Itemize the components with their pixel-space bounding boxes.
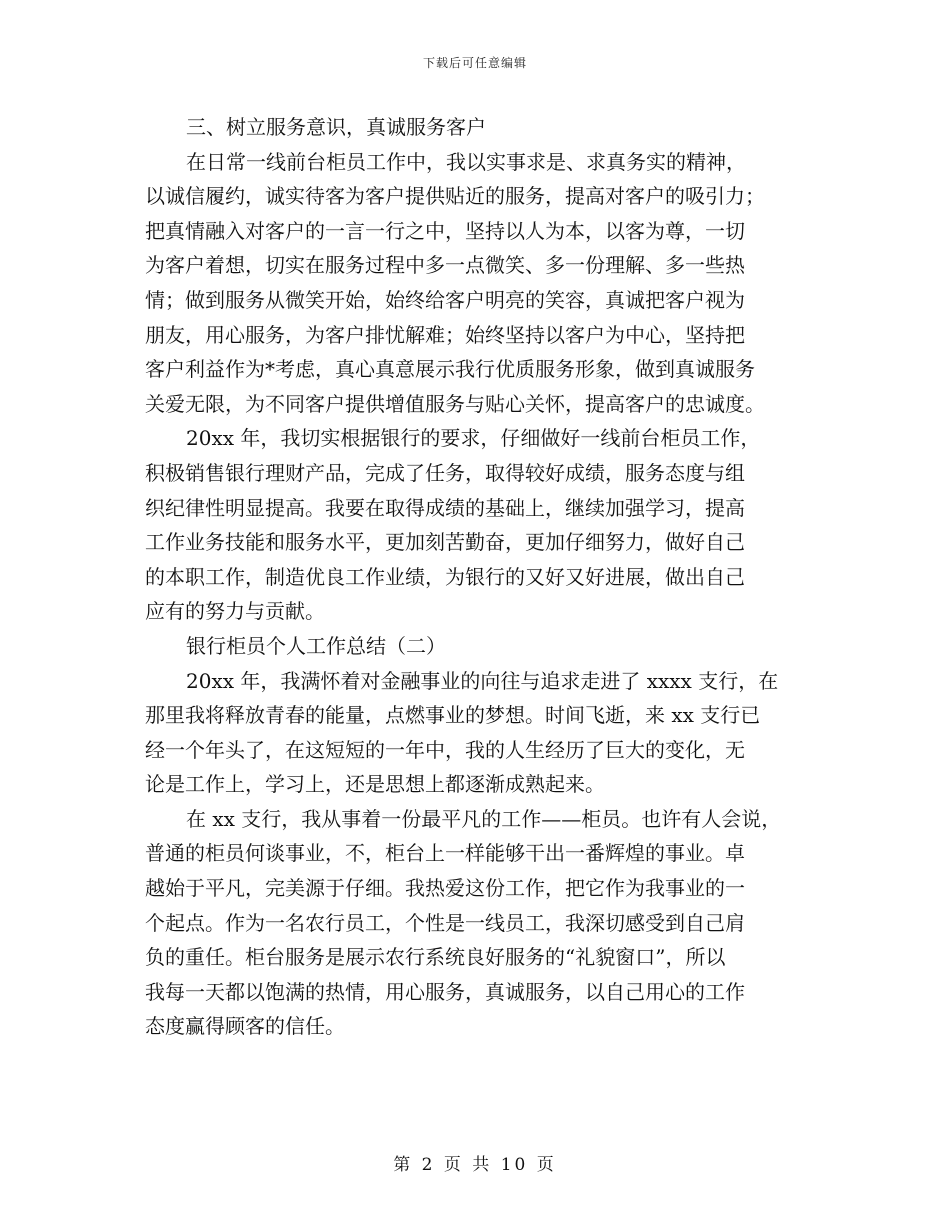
paragraph-line: 论是工作上，学习上，还是思想上都逐渐成熟起来。 xyxy=(145,772,605,797)
paragraph-line: 情；做到服务从微笑开始，始终给客户明亮的笑容，真诚把客户视为 xyxy=(145,287,745,312)
paragraph-line: 的本职工作，制造优良工作业绩，为银行的又好又好进展，做出自己 xyxy=(145,564,745,589)
paragraph-line: 工作业务技能和服务水平，更加刻苦勤奋，更加仔细努力，做好自己 xyxy=(145,530,745,555)
paragraph-line: 20xx 年，我满怀着对金融事业的向往与追求走进了 xxxx 支行，在 xyxy=(186,668,779,693)
paragraph-line: 20xx 年，我切实根据银行的要求，仔细做好一线前台柜员工作， xyxy=(186,426,761,451)
page-header: 下载后可任意编辑 xyxy=(422,56,527,70)
paragraph-line: 以诚信履约，诚实待客为客户提供贴近的服务，提高对客户的吸引力； xyxy=(145,184,765,209)
paragraph-line: 在日常一线前台柜员工作中，我以实事求是、求真务实的精神， xyxy=(186,149,746,174)
paragraph-line: 朋友，用心服务，为客户排忧解难；始终坚持以客户为中心，坚持把 xyxy=(145,322,745,347)
paragraph-line: 织纪律性明显提高。我要在取得成绩的基础上，继续加强学习，提高 xyxy=(145,495,745,520)
paragraph-line: 个起点。作为一名农行员工，个性是一线员工，我深切感受到自己肩 xyxy=(145,910,745,935)
paragraph-line: 把真情融入对客户的一言一行之中，坚持以人为本，以客为尊，一切 xyxy=(145,218,745,243)
paragraph-line: 关爱无限，为不同客户提供增值服务与贴心关怀，提高客户的忠诚度。 xyxy=(145,391,765,416)
paragraph-line: 在 xx 支行，我从事着一份最平凡的工作——柜员。也许有人会说， xyxy=(186,806,782,831)
paragraph-line: 那里我将释放青春的能量，点燃事业的梦想。时间飞逝，来 xx 支行已 xyxy=(145,703,761,728)
paragraph-line: 负的重任。柜台服务是展示农行系统良好服务的“礼貌窗口”，所以 xyxy=(145,945,726,970)
paragraph-line: 为客户着想，切实在服务过程中多一点微笑、多一份理解、多一些热 xyxy=(145,253,745,278)
section-title: 银行柜员个人工作总结（二） xyxy=(186,633,446,658)
paragraph-line: 态度赢得顾客的信任。 xyxy=(145,1014,345,1039)
paragraph-line: 客户利益作为*考虑，真心真意展示我行优质服务形象，做到真诚服务 xyxy=(145,357,755,382)
paragraph-line: 普通的柜员何谈事业，不，柜台上一样能够干出一番辉煌的事业。卓 xyxy=(145,841,745,866)
document-body xyxy=(145,110,817,1044)
paragraph-line: 积极销售银行理财产品，完成了任务，取得较好成绩，服务态度与组 xyxy=(145,460,745,485)
paragraph-line: 经一个年头了，在这短短的一年中，我的人生经历了巨大的变化，无 xyxy=(145,737,745,762)
section-heading: 三、树立服务意识，真诚服务客户 xyxy=(186,115,486,139)
paragraph-line: 越始于平凡，完美源于仔细。我热爱这份工作，把它作为我事业的一 xyxy=(145,876,745,901)
page-number-footer: 第 2 页 共 10 页 xyxy=(393,1155,557,1175)
paragraph-line: 应有的努力与贡献。 xyxy=(145,599,325,624)
paragraph-line: 我每一天都以饱满的热情，用心服务，真诚服务，以自己用心的工作 xyxy=(145,979,745,1004)
